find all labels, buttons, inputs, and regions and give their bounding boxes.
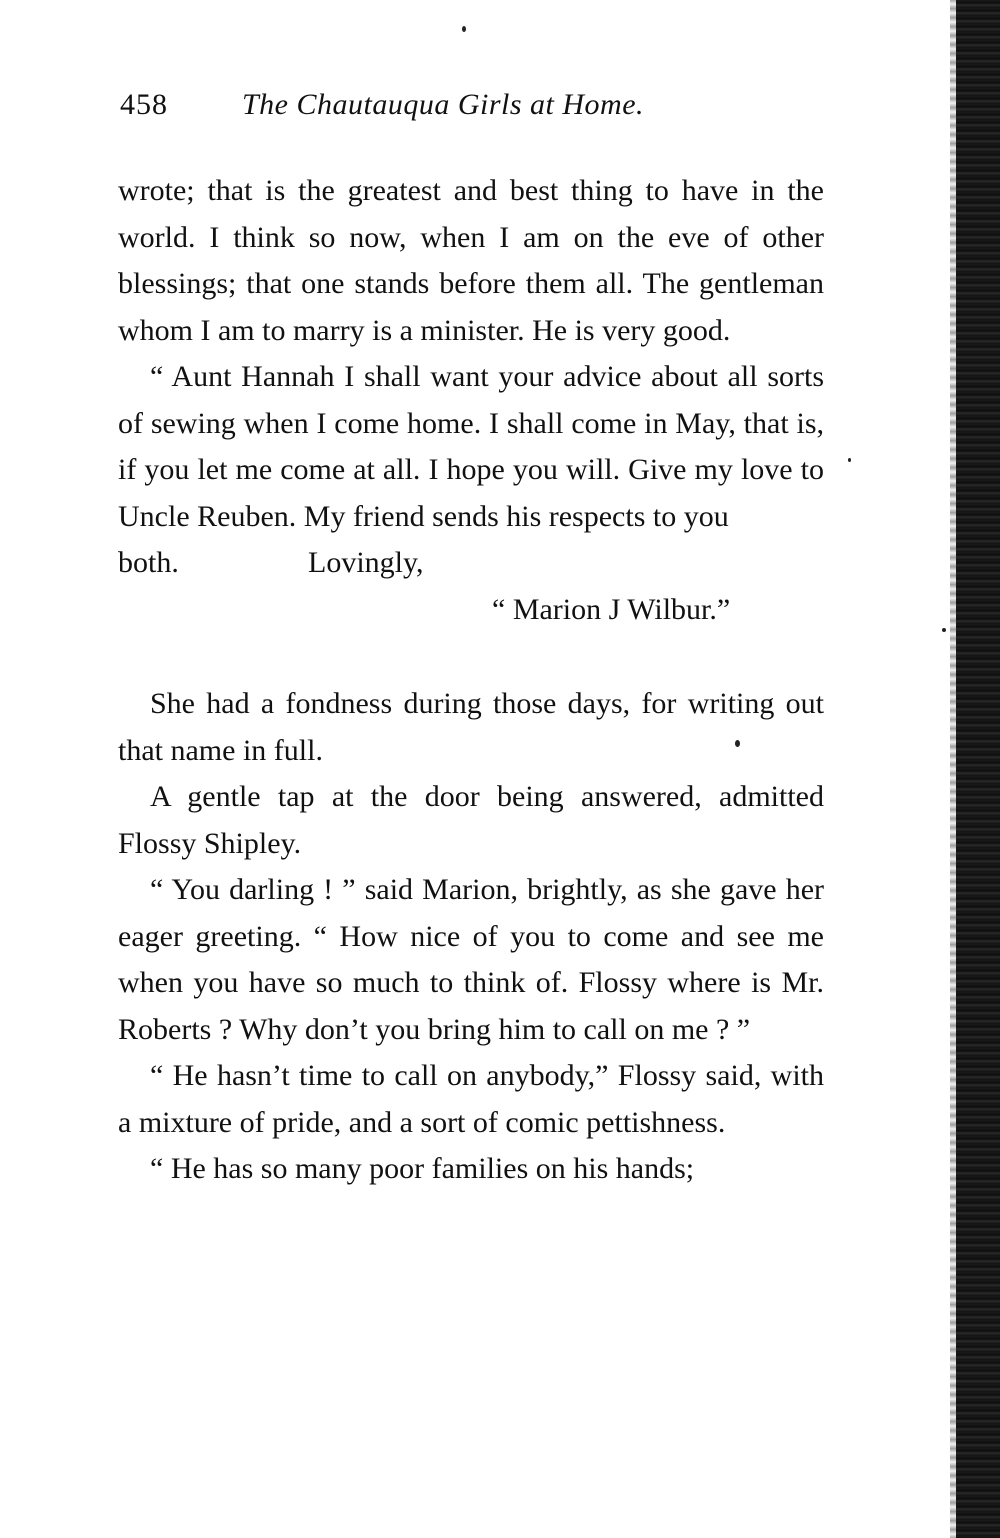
section-gap <box>118 633 824 681</box>
book-title: The Chautauqua Girls at Home. <box>242 88 645 121</box>
closing-word: both. <box>118 546 179 579</box>
page-binding-edge <box>956 0 1000 1538</box>
letter-signature: “ Marion J Wilbur.” <box>492 592 731 626</box>
running-head <box>120 88 820 128</box>
print-speck <box>942 628 946 632</box>
letter-aunt-paragraph: “ Aunt Hannah I shall want your advice about all sorts of sewing when I come home. I shall come in May, that is, if you let me come at all. I hope you will. Give my love to Uncle Reuben. My friend sends his respects to you <box>118 360 824 533</box>
narrative-paragraph: “ You darling ! ” said Marion, brightly, as she gave her eager greeting. “ How nice of you to come and see me when you have so much to think of. Flossy where is Mr. Roberts ? Why don’t you bring him to call on me ? ” <box>118 873 824 1046</box>
print-speck <box>848 458 851 462</box>
narrative-paragraph: “ He hasn’t time to call on anybody,” Flossy said, with a mixture of pride, and a sort of comic pettishness. <box>118 1059 824 1139</box>
narrative-paragraph: A gentle tap at the door being answered, admitted Flossy Shipley. <box>118 780 824 860</box>
page-number: 458 <box>120 88 168 121</box>
print-speck <box>462 26 466 32</box>
narrative-paragraph: “ He has so many poor families on his hands; <box>150 1152 695 1185</box>
closing-phrase: Lovingly, <box>308 546 424 579</box>
body-text <box>118 168 824 1193</box>
letter-continuation-paragraph: wrote; that is the greatest and best thing to have in the world. I think so now, when I am on the eve of other blessings; that one stands before them all. The gentleman whom I am to marry is a minister. He is very good. <box>118 174 824 347</box>
narrative-paragraph: She had a fondness during those days, for writing out that name in full. <box>118 687 824 767</box>
letter-closing <box>118 540 824 587</box>
print-speck <box>735 740 740 747</box>
